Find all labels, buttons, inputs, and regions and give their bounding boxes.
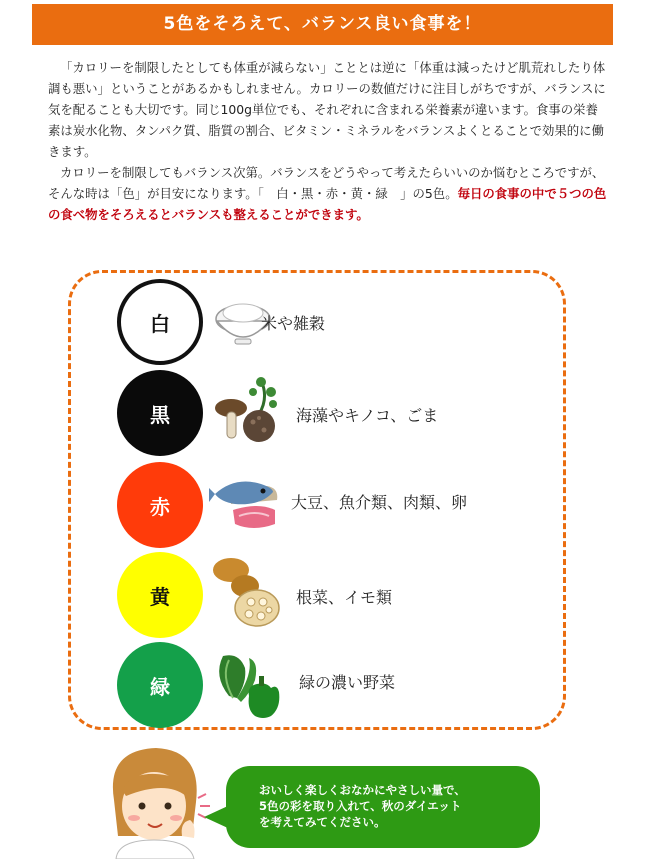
- intro-text: [48, 57, 608, 225]
- color-circle-black: 黒: [117, 370, 203, 456]
- bubble-line-2: 5色の彩を取り入れて、秋のダイエット: [259, 799, 462, 813]
- intro-paragraph-1: 「カロリーを制限したとしても体重が減らない」こととは逆に「体重は減ったけど肌荒れしたり体調も悪い」ということがあるかもしれません。カロリーの数値だけに注目しがちですが、バランスに気を配ることも大切です。同じ100g単位でも、それぞれに含まれる栄養素が違います。食事の栄養素は炭水化物、タンパク質、脂質の割合、ビタミン・ミネラルをバランスよくとることで効果的に働きます。: [48, 60, 606, 159]
- intro-emphasis: 毎日の食事の中で５つの色の食べ物をそろえるとバランスも整えることができます。: [48, 186, 607, 222]
- color-row-black: [117, 370, 557, 460]
- food-label-white: 米や雑穀: [261, 314, 326, 333]
- bubble-line-3: を考えてみてください。: [259, 815, 386, 829]
- color-row-white: [117, 279, 557, 369]
- spinach-pepper-icon: [209, 646, 289, 726]
- color-row-red: [117, 462, 557, 552]
- color-row-yellow: [117, 552, 557, 642]
- bubble-line-1: おいしく楽しくおなかにやさしい量で、: [259, 783, 466, 797]
- color-row-green: [117, 642, 557, 732]
- intro-paragraph-2: カロリーを制限してもバランス次第。バランスをどうやって考えたらいいのか悩むところですが、そんな時は「色」が目安になります。「 白・黒・赤・黄・緑 」の5色。毎日の食事の中で５つの色の食べ物をそろえるとバランスも整えることができます。: [48, 165, 607, 222]
- woman-character-illustration: [96, 740, 216, 859]
- mushroom-seaweed-icon: [209, 374, 289, 454]
- fish-meat-icon: [209, 466, 289, 546]
- food-label-yellow: 根菜、イモ類: [296, 588, 393, 607]
- color-circle-white: 白: [117, 279, 203, 365]
- color-circle-green: 緑: [117, 642, 203, 728]
- speech-bubble-text: [259, 782, 529, 830]
- food-label-black: 海藻やキノコ、ごま: [296, 406, 439, 425]
- food-label-red: 大豆、魚介類、肉類、卵: [291, 493, 468, 512]
- color-circle-red: 赤: [117, 462, 203, 548]
- page-title: 5色をそろえて、バランス良い食事を！: [32, 4, 613, 45]
- food-label-green: 緑の濃い野菜: [299, 673, 396, 692]
- color-circle-yellow: 黄: [117, 552, 203, 638]
- potato-lotus-root-icon: [209, 556, 289, 636]
